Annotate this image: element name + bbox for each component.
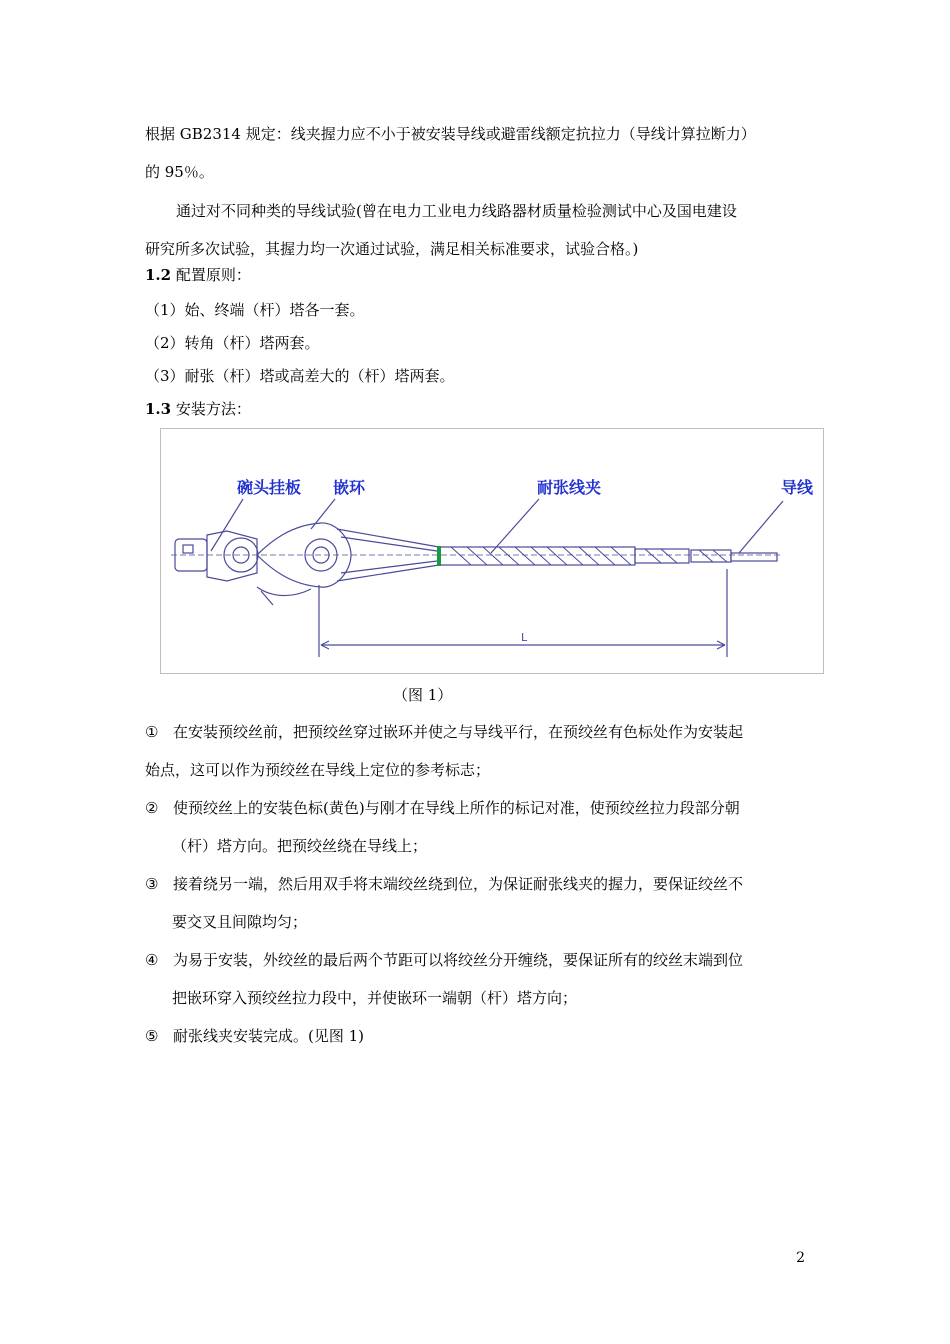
step-1-line-2: 始点，这可以作为预绞丝在导线上定位的参考标志； (145, 761, 491, 779)
rod-body-2 (635, 549, 689, 563)
step-2-line-1 (145, 798, 740, 818)
paragraph-2-line-1: 通过对不同种类的导线试验(曾在电力工业电力线路器材质量检验测试中心及国电建设 (176, 202, 737, 220)
page-number: 2 (796, 1250, 805, 1266)
step-marker: ① (145, 723, 159, 741)
step-marker: ③ (145, 875, 159, 893)
leader-bowl (211, 499, 243, 551)
step-1-line-1 (145, 722, 743, 742)
figure-caption: （图 1） (393, 686, 453, 704)
helix-strands (451, 547, 727, 565)
section-1-2-heading (145, 265, 251, 285)
step-marker: ④ (145, 951, 159, 969)
label-clamp: 耐张线夹 (537, 478, 602, 497)
paragraph-2-line-2: 研究所多次试验，其握力均一次通过试验，满足相关标准要求，试验合格。) (145, 240, 639, 258)
step-text: 接着绕另一端，然后用双手将末端绞丝绕到位，为保证耐张线夹的握力，要保证绞丝不 (173, 875, 744, 893)
step-text: 在安装预绞丝前，把预绞丝穿过嵌环并使之与导线平行，在预绞丝有色标处作为安装起 (173, 723, 744, 741)
label-bowl-plate: 碗头挂板 (237, 478, 302, 497)
section-number: 1.3 (145, 400, 172, 418)
step-marker: ② (145, 799, 159, 817)
thimble-tail (257, 587, 311, 596)
step-4-line-1 (145, 950, 743, 970)
config-item-3: （3）耐张（杆）塔或高差大的（杆）塔两套。 (145, 367, 455, 385)
section-title: 配置原则： (175, 266, 251, 284)
conductor-end (731, 553, 777, 561)
step-5-line-1 (145, 1026, 364, 1046)
label-length: L (521, 631, 528, 644)
step-3-line-2: 要交叉且间隙均匀； (172, 913, 308, 931)
clamp-drawing (161, 429, 825, 675)
step-marker: ⑤ (145, 1027, 159, 1045)
step-text: 为易于安装，外绞丝的最后两个节距可以将绞丝分开缠绕，要保证所有的绞丝末端到位 (173, 951, 744, 969)
step-4-line-2: 把嵌环穿入预绞丝拉力段中，并使嵌环一端朝（杆）塔方向； (172, 989, 578, 1007)
label-thimble: 嵌环 (333, 478, 366, 497)
step-2-line-2: （杆）塔方向。把预绞丝绕在导线上； (172, 837, 428, 855)
section-number: 1.2 (145, 266, 172, 284)
section-1-3-heading (145, 399, 251, 419)
step-text: 使预绞丝上的安装色标(黄色)与刚才在导线上所作的标记对准，使预绞丝拉力段部分朝 (173, 799, 740, 817)
step-text: 耐张线夹安装完成。(见图 1) (173, 1027, 365, 1045)
color-mark (437, 546, 441, 566)
config-item-1: （1）始、终端（杆）塔各一套。 (145, 301, 365, 319)
paragraph-1-line-1: 根据 GB2314 规定：线夹握力应不小于被安装导线或避雷线额定抗拉力（导线计算拉断力） (145, 125, 756, 143)
config-item-2: （2）转角（杆）塔两套。 (145, 334, 320, 352)
thimble-tail-end (261, 591, 273, 605)
leader-conductor (739, 501, 783, 553)
installation-figure (160, 428, 824, 674)
label-conductor: 导线 (781, 478, 814, 497)
step-3-line-1 (145, 874, 743, 894)
paragraph-1-line-2: 的 95％。 (145, 163, 214, 181)
section-title: 安装方法： (175, 400, 251, 418)
leader-clamp (491, 499, 539, 553)
bowl-head-slot (183, 545, 193, 553)
